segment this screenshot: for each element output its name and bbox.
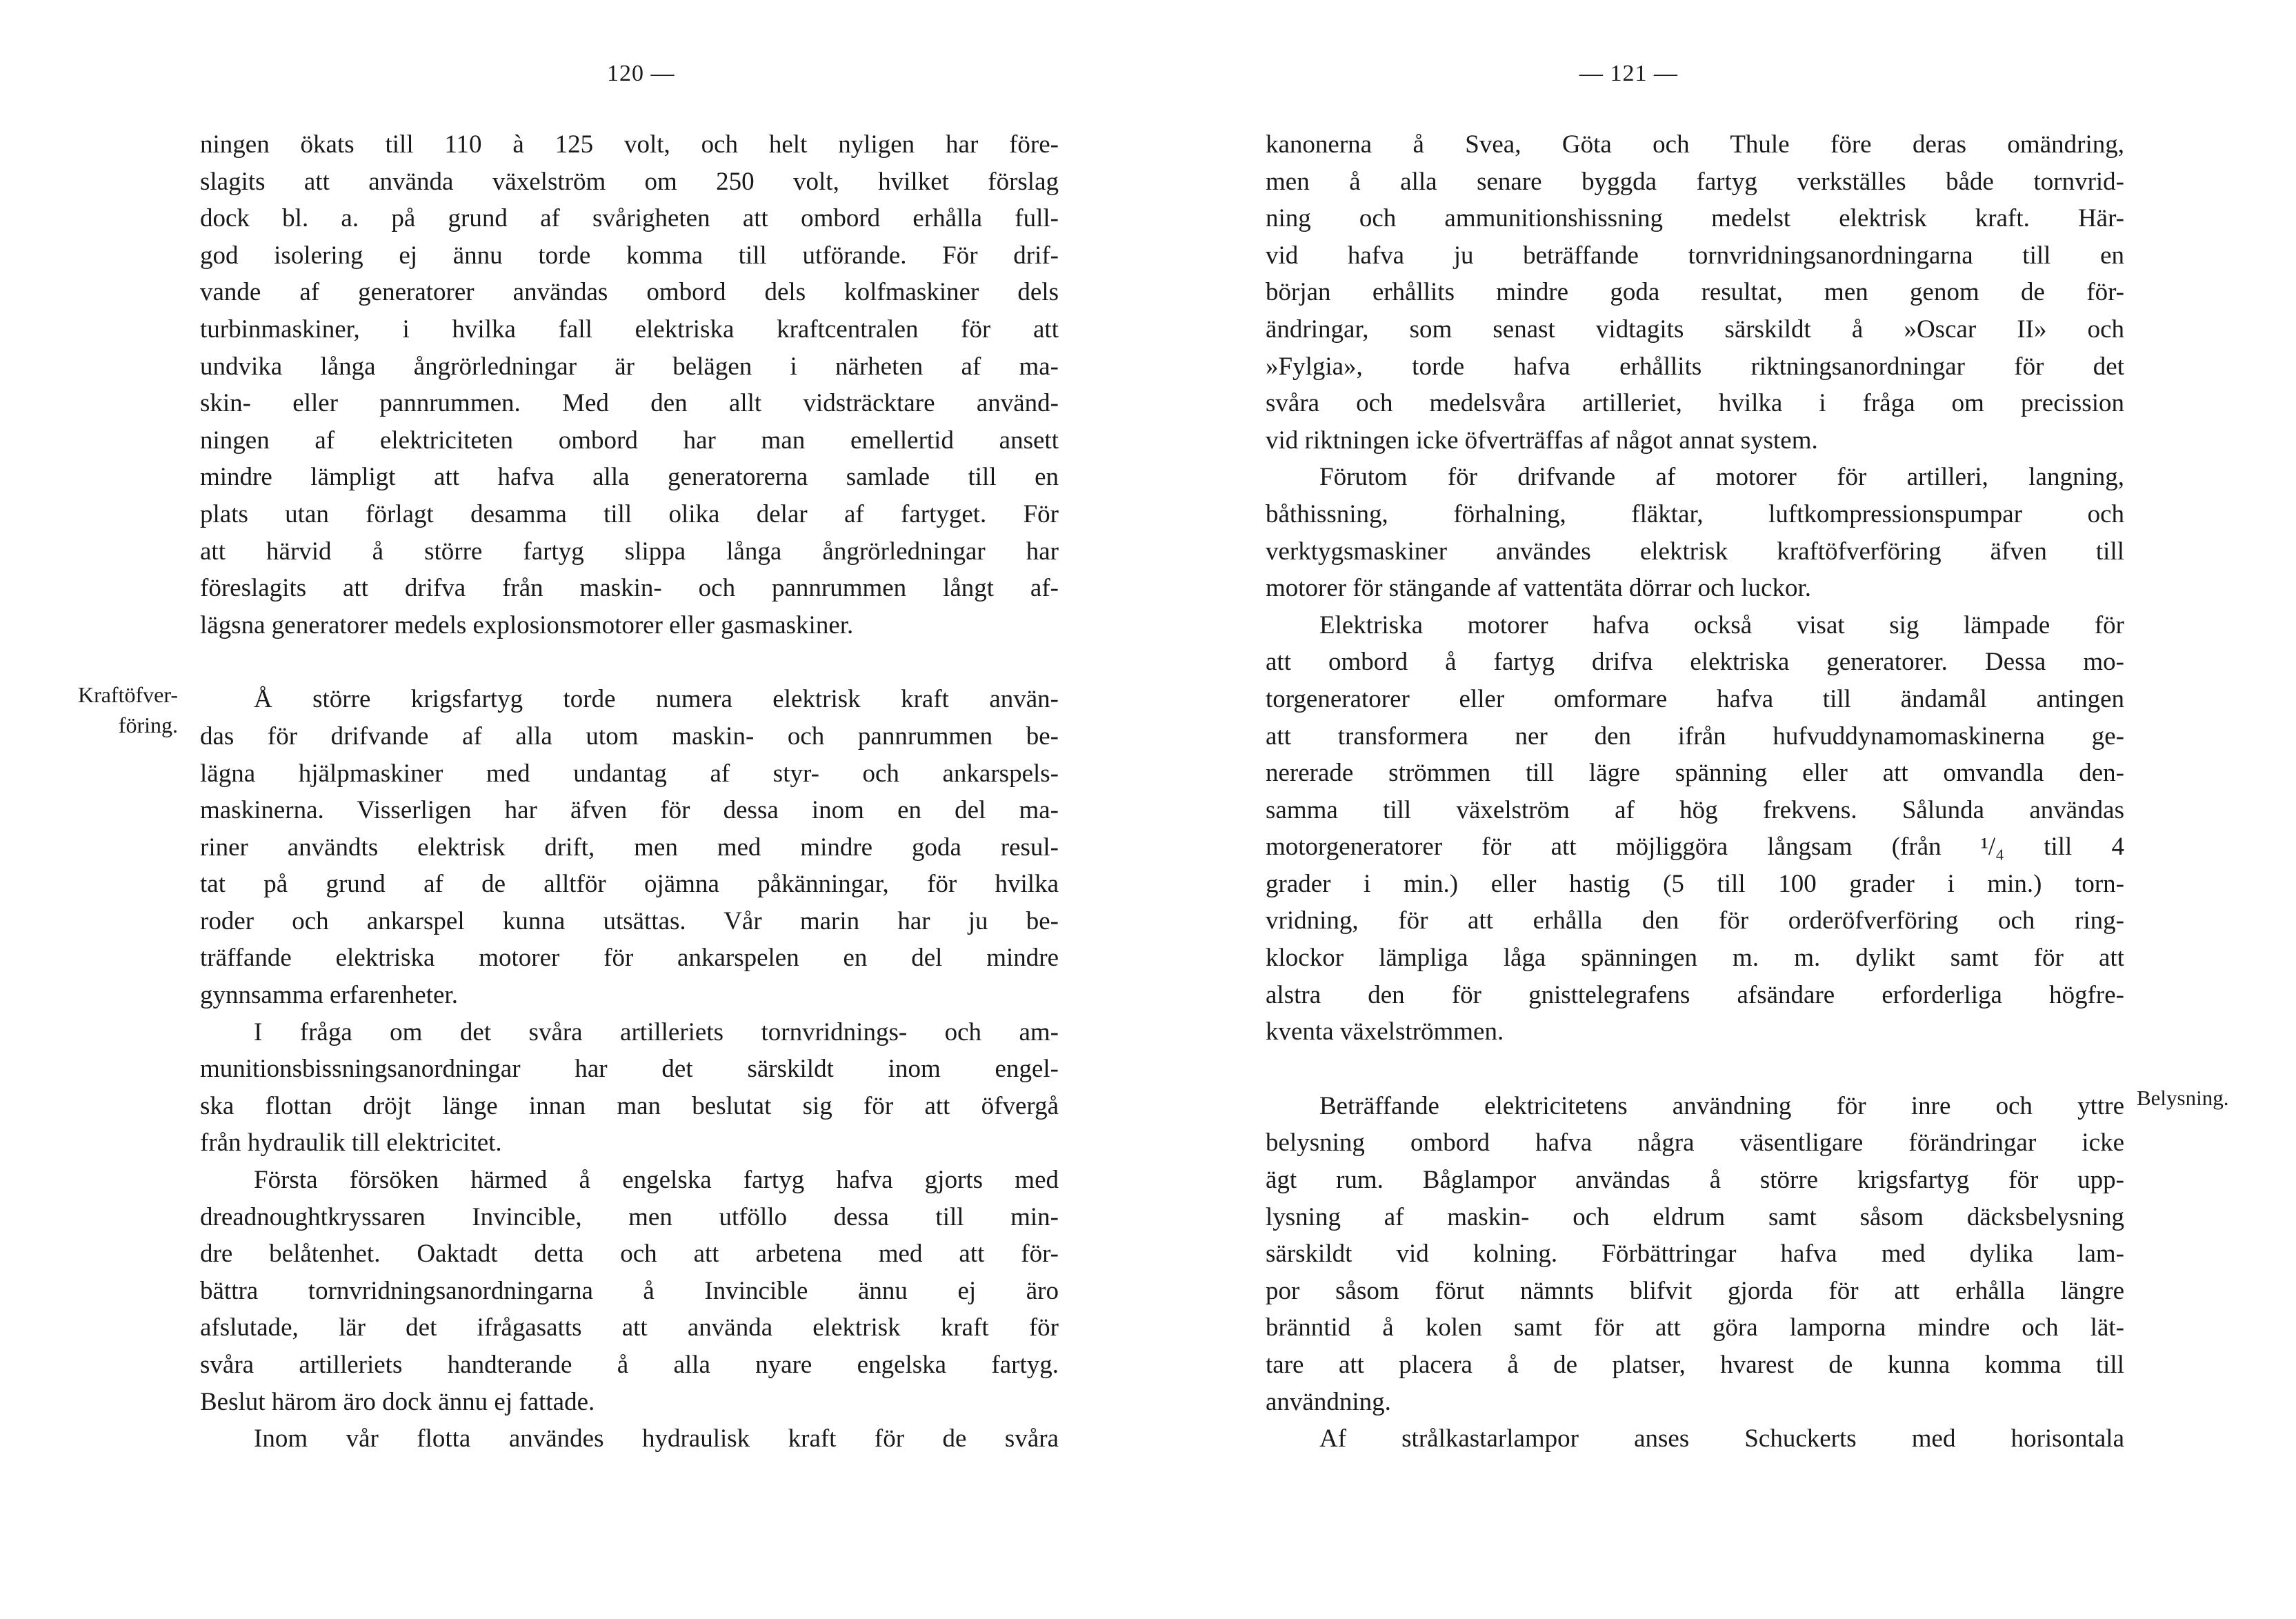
margin-note-line: föring. <box>118 713 178 737</box>
text-line: mindre lämpligt att hafva alla generatorerna samlade till en <box>200 463 1059 492</box>
text-line: gynnsamma erfarenheter. <box>200 981 458 1010</box>
page-number-right: — 121 — <box>1579 61 1678 86</box>
text-line: torgeneratorer eller omformare hafva till ändamål antingen <box>1266 684 2124 713</box>
text-line: bättra tornvridningsanordningarna å Invincible ännu ej äro <box>200 1276 1059 1305</box>
text-line: slagits att använda växelström om 250 volt, hvilket förslag <box>200 167 1059 196</box>
text-line: lysning af maskin- och eldrum samt såsom däcksbelysning <box>1266 1202 2124 1231</box>
text-line: lägsna generatorer medels explosionsmotorer eller gasmaskiner. <box>200 610 854 639</box>
text-line: ägt rum. Båglampor användas å större krigsfartyg för upp- <box>1266 1166 2124 1195</box>
text-line: Inom vår flotta användes hydraulisk kraft för de svåra <box>254 1424 1059 1453</box>
text-line: vid hafva ju beträffande tornvridningsanordningarna till en <box>1266 241 2124 270</box>
text-line: vande af generatorer användas ombord dels kolfmaskiner dels <box>200 278 1059 307</box>
text-line: svåra artilleriets handterande å alla nyare engelska fartyg. <box>200 1351 1059 1379</box>
text-line: ändringar, som senast vidtagits särskildt å »Oscar II» och <box>1266 315 2124 344</box>
text-line: motorgeneratorer för att möjliggöra långsam (från ¹/₄ till 4 <box>1266 833 2124 862</box>
text-line: början erhållits mindre goda resultat, men genom de för- <box>1266 278 2124 307</box>
text-line: Första försöken härmed å engelska fartyg hafva gjorts med <box>254 1166 1059 1195</box>
text-line: att ombord å fartyg drifva elektriska generatorer. Dessa mo- <box>1266 648 2124 677</box>
text-line: Å större krigsfartyg torde numera elektrisk kraft använ- <box>254 685 1059 714</box>
text-line: belysning ombord hafva några väsentligare förändringar icke <box>1266 1129 2124 1158</box>
text-line: I fråga om det svåra artilleriets tornvridnings- och am- <box>254 1017 1059 1046</box>
text-line: båthissning, förhalning, fläktar, luftkompressionspumpar och <box>1266 499 2124 528</box>
text-line: kanonerna å Svea, Göta och Thule före deras omändring, <box>1266 130 2124 159</box>
text-line: att härvid å större fartyg slippa långa ångrörledningar har <box>200 537 1059 566</box>
text-line: svåra och medelsvåra artilleriet, hvilka i fråga om precission <box>1266 389 2124 418</box>
text-line: vridning, för att erhålla den för orderöfverföring och ring- <box>1266 906 2124 935</box>
text-line: att transformera ner den ifrån hufvuddynamomaskinerna ge- <box>1266 722 2124 751</box>
text-line: ning och ammunitionshissning medelst elektrisk kraft. Här- <box>1266 204 2124 233</box>
text-line: god isolering ej ännu torde komma till utförande. För drif- <box>200 241 1059 270</box>
margin-note-line: Kraftöfver- <box>77 682 178 707</box>
text-line: särskildt vid kolning. Förbättringar hafva med dylika lam- <box>1266 1240 2124 1269</box>
page-number-left: 120 — <box>607 61 675 86</box>
text-line: verktygsmaskiner användes elektrisk kraftöfverföring äfven till <box>1266 537 2124 566</box>
text-line: Förutom för drifvande af motorer för artilleri, langning, <box>1319 463 2124 492</box>
text-line: ningen ökats till 110 à 125 volt, och helt nyligen har före- <box>200 130 1059 159</box>
text-line: Elektriska motorer hafva också visat sig lämpade för <box>1319 610 2124 639</box>
paragraph-gap <box>1266 1051 2124 1088</box>
text-line: samma till växelström af hög frekvens. Sålunda användas <box>1266 795 2124 824</box>
text-line: Beträffande elektricitetens användning för inre och yttre <box>1319 1091 2124 1120</box>
text-line: föreslagits att drifva från maskin- och pannrummen långt af- <box>200 574 1059 603</box>
text-line: plats utan förlagt desamma till olika delar af fartyget. För <box>200 499 1059 528</box>
text-line: dre belåtenhet. Oaktadt detta och att arbetena med att för- <box>200 1240 1059 1269</box>
text-line: men å alla senare byggda fartyg verkställes både tornvrid- <box>1266 167 2124 196</box>
text-line: tat på grund af de alltför ojämna påkänningar, för hvilka <box>200 870 1059 899</box>
text-line: lägna hjälpmaskiner med undantag af styr- och ankarspels- <box>200 759 1059 788</box>
paragraph-gap <box>200 644 1059 681</box>
text-line: kventa växelströmmen. <box>1266 1017 1504 1046</box>
text-line: ska flottan dröjt länge innan man beslutat sig för att öfvergå <box>200 1091 1059 1120</box>
text-line: dreadnoughtkryssaren Invincible, men utföllo dessa till min- <box>200 1202 1059 1231</box>
text-line: användning. <box>1266 1387 1391 1416</box>
text-line: munitionsbissningsanordningar har det särskildt inom engel- <box>200 1055 1059 1084</box>
text-line: träffande elektriska motorer för ankarspelen en del mindre <box>200 944 1059 973</box>
text-line: »Fylgia», torde hafva erhållits riktningsanordningar för det <box>1266 352 2124 381</box>
text-line: tare att placera å de platser, hvarest de kunna komma till <box>1266 1351 2124 1379</box>
text-line: das för drifvande af alla utom maskin- och pannrummen be- <box>200 722 1059 751</box>
text-line: Af strålkastarlampor anses Schuckerts med horisontala <box>1319 1424 2124 1453</box>
text-line: dock bl. a. på grund af svårigheten att ombord erhålla full- <box>200 204 1059 233</box>
margin-note-belysning: Belysning. <box>2137 1086 2229 1110</box>
text-line: motorer för stängande af vattentäta dörrar och luckor. <box>1266 574 1812 603</box>
text-line: grader i min.) eller hastig (5 till 100 grader i min.) torn- <box>1266 869 2124 898</box>
text-line: klockor lämpliga låga spänningen m. m. dylikt samt för att <box>1266 944 2124 973</box>
text-line: roder och ankarspel kunna utsättas. Vår marin har ju be- <box>200 906 1059 935</box>
text-line: undvika långa ångrörledningar är belägen i närheten af ma- <box>200 352 1059 381</box>
text-line: riner användts elektrisk drift, men med mindre goda resul- <box>200 833 1059 862</box>
text-line: vid riktningen icke öfverträffas af något annat system. <box>1266 426 1818 455</box>
text-line: turbinmaskiner, i hvilka fall elektriska kraftcentralen för att <box>200 315 1059 344</box>
text-line: alstra den för gnisttelegrafens afsändare erforderliga högfre- <box>1266 980 2124 1009</box>
text-line: bränntid å kolen samt för att göra lamporna mindre och lät- <box>1266 1313 2124 1342</box>
margin-note-kraftoverforing <box>47 679 178 740</box>
text-line: por såsom förut nämnts blifvit gjorda för att erhålla längre <box>1266 1276 2124 1305</box>
text-line: afslutade, lär det ifrågasatts att använda elektrisk kraft för <box>200 1313 1059 1342</box>
left-page-text <box>200 126 1059 1458</box>
text-line: skin- eller pannrummen. Med den allt vidsträcktare använd- <box>200 389 1059 418</box>
text-line: Beslut härom äro dock ännu ej fattade. <box>200 1387 595 1416</box>
text-line: ningen af elektriciteten ombord har man emellertid ansett <box>200 426 1059 455</box>
text-line: från hydraulik till elektricitet. <box>200 1129 502 1158</box>
right-page-text <box>1266 126 2124 1458</box>
text-line: maskinerna. Visserligen har äfven för dessa inom en del ma- <box>200 796 1059 825</box>
text-line: nererade strömmen till lägre spänning eller att omvandla den- <box>1266 759 2124 788</box>
